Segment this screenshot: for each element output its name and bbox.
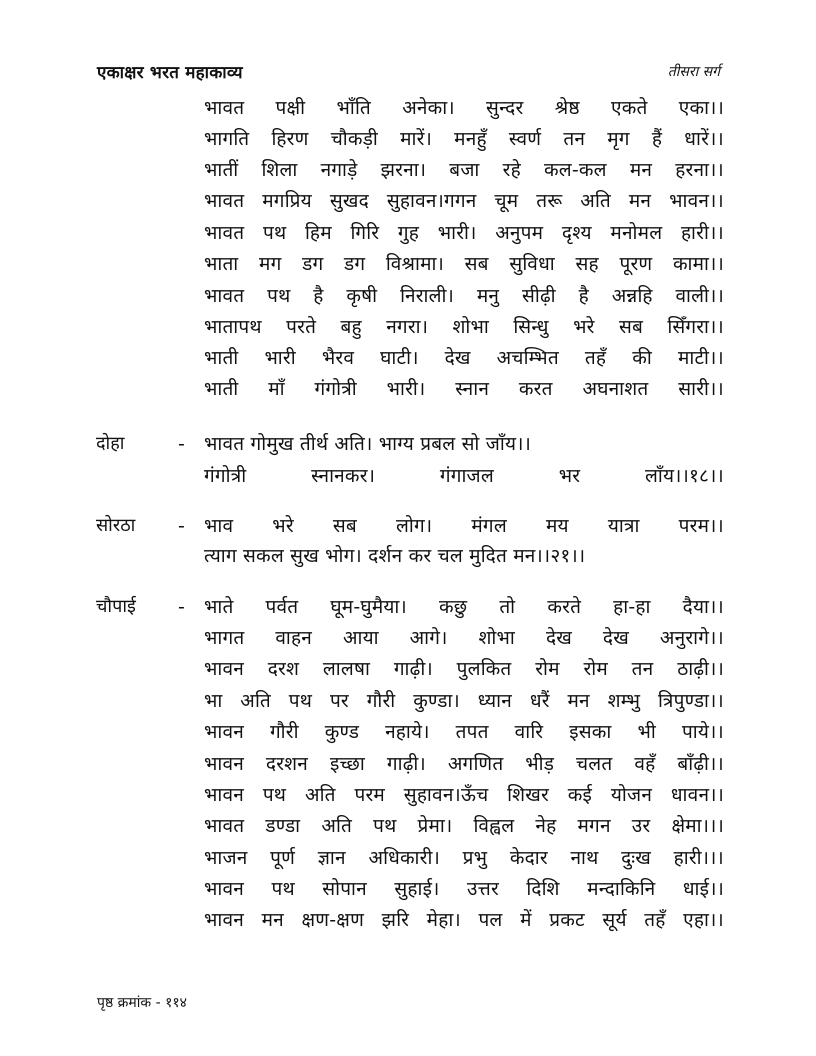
verse-word: पथ <box>271 878 295 900</box>
verse-word: पाये।। <box>681 721 724 743</box>
verse-line <box>204 843 724 873</box>
verse-word: दैया।। <box>682 596 724 618</box>
verse-line <box>204 249 724 279</box>
verse-word: मृग <box>607 128 630 150</box>
verse-word: पथ <box>267 285 291 307</box>
verse-word: भाँति <box>336 97 371 119</box>
verse-word: सिँगरा।। <box>667 316 724 338</box>
verse-word: तरू <box>536 190 563 212</box>
verse-word: विह्वल <box>473 815 515 837</box>
verse-word: नाथ <box>570 847 599 869</box>
verse-word: सुखद <box>329 190 369 212</box>
sortha-word: यात्रा <box>607 515 640 537</box>
verse-word: भावन <box>204 658 244 680</box>
verse-word: निराली। <box>400 285 455 307</box>
verse-word: भावन <box>204 753 244 775</box>
section-dash: - <box>178 433 185 455</box>
verse-word: नेह <box>535 815 557 837</box>
verse-line <box>204 811 724 841</box>
sortha-word: सब <box>332 515 357 537</box>
verse-word: कल-कल <box>543 159 607 181</box>
verse-word: भी <box>637 721 656 743</box>
verse-word: बाँढ़ी।। <box>677 753 724 775</box>
verse-word: अगणित <box>447 753 504 775</box>
doha-label: दोहा <box>96 433 125 454</box>
verse-word: धारें।। <box>684 128 724 150</box>
verse-word: पक्षी <box>275 97 306 119</box>
verse-word: कछु <box>439 596 468 618</box>
verse-word: भातापथ <box>204 316 262 338</box>
verse-word: ज्ञान <box>317 847 346 869</box>
verse-word: पूर्ण <box>270 847 296 869</box>
verse-word: ध्यान <box>477 690 513 712</box>
verse-word: त्रिपुण्डा।। <box>658 690 724 712</box>
verse-word: मन <box>629 159 653 181</box>
verse-word: करत <box>518 378 553 400</box>
verse-word: में <box>520 909 532 931</box>
verse-line <box>204 312 724 342</box>
verse-word: मगप्रिय <box>262 190 312 212</box>
verse-word: डग <box>344 253 366 275</box>
verse-word: सह <box>575 253 599 275</box>
doha-word: स्नानकर। <box>311 465 376 487</box>
verse-word: उर <box>631 815 651 837</box>
verse-line <box>204 717 724 747</box>
verse-word: मारें। <box>400 128 432 150</box>
verse-word: धाई।। <box>682 878 724 900</box>
verse-word: धरैं <box>529 690 550 712</box>
verse-word: मग <box>259 253 282 275</box>
verse-word: अन्नहि <box>611 285 653 307</box>
verse-word: इच्छा <box>329 753 365 775</box>
verse-word: सुहाई। <box>394 878 440 900</box>
verse-word: शिला <box>261 159 298 181</box>
verse-word: परम <box>354 784 385 806</box>
verse-word: पूरण <box>619 253 653 275</box>
sortha-word: मंगल <box>471 515 507 537</box>
verse-word: भारी। <box>437 222 477 244</box>
verse-word: माँ <box>268 378 285 400</box>
sortha-word: परम।। <box>678 515 724 537</box>
verse-word: बहु <box>340 316 362 338</box>
verse-word: गुह <box>397 222 420 244</box>
verse-word: पल <box>478 909 503 931</box>
verse-word: रोम <box>535 658 560 680</box>
verse-word: शिखर <box>507 784 549 806</box>
verse-word: अनुरागे।। <box>659 627 724 649</box>
verse-word: झरना। <box>380 159 427 181</box>
verse-word: मन <box>628 190 652 212</box>
verse-word: गाढ़ी। <box>393 658 433 680</box>
verse-word: वाली।। <box>675 285 724 307</box>
verse-word: स्वर्ण <box>508 128 542 150</box>
verse-word: गाढ़ी। <box>386 753 426 775</box>
verse-word: अति <box>240 690 271 712</box>
sortha-word: लोग। <box>396 515 433 537</box>
verse-word: उत्तर <box>467 878 499 900</box>
verse-word: कई <box>567 784 593 806</box>
sortha-line-1 <box>204 511 724 541</box>
verse-word: मनोमल <box>610 222 663 244</box>
verse-word: भारी <box>264 347 296 369</box>
verse-word: अनेका। <box>402 97 455 119</box>
verse-line <box>204 686 724 716</box>
verse-word: है <box>313 285 324 307</box>
verse-line <box>204 374 724 404</box>
verse-word: भावत <box>204 222 245 244</box>
verse-word: प्रकट <box>549 909 585 931</box>
verse-word: वारि <box>514 721 544 743</box>
verse-word: गौरी <box>269 721 299 743</box>
verse-word: तपत <box>455 721 489 743</box>
verse-word: शम्भु <box>607 690 641 712</box>
verse-word: हिरण <box>271 128 309 150</box>
book-title: एकाक्षर भरत महाकाव्य <box>97 63 243 83</box>
verse-word: हिम <box>305 222 332 244</box>
doha-line-1: भावत गोमुख तीर्थ अति। भाग्य प्रबल सो जाँय।। <box>204 433 532 455</box>
section-dash: - <box>178 515 185 537</box>
verse-word: इसका <box>569 721 612 743</box>
verse-word: आगे। <box>409 627 448 649</box>
verse-word: स्नान <box>455 378 490 400</box>
verse-word: गौरी <box>366 690 396 712</box>
verse-word: तहँ <box>584 347 607 369</box>
verse-word: भाती <box>204 378 239 400</box>
verse-word: घूम-घुमैया। <box>330 596 407 618</box>
verse-word: हारी।।। <box>673 847 724 869</box>
verse-word: दिशि <box>526 878 560 900</box>
verse-word: अनुपम <box>495 222 544 244</box>
verse-word: हा-हा <box>613 596 651 618</box>
verse-word: पथ <box>373 815 397 837</box>
verse-word: हरना।। <box>675 159 724 181</box>
verse-word: हैं <box>651 128 663 150</box>
verse-word: अति <box>580 190 611 212</box>
verse-word: केदार <box>509 847 548 869</box>
verse-word: नगरा। <box>386 316 429 338</box>
verse-word: धावन।। <box>670 784 724 806</box>
verse-word: भागति <box>204 128 250 150</box>
verse-word: भावन <box>204 721 244 743</box>
verse-word: ठाढ़ी।। <box>677 658 724 680</box>
verse-word: नहाये। <box>385 721 430 743</box>
verse-word: योजन <box>610 784 653 806</box>
sortha-label: सोरठा <box>96 515 136 536</box>
verse-word: सोपान <box>322 878 367 900</box>
verse-line <box>204 186 724 216</box>
verse-word: मन्दाकिनि <box>587 878 656 900</box>
doha-word: गंगाजल <box>439 465 494 487</box>
verse-line <box>204 654 724 684</box>
verse-word: रहे <box>502 159 521 181</box>
verse-word: पथ <box>262 784 287 806</box>
verse-word: सुविधा <box>509 253 555 275</box>
verse-word: की <box>632 347 652 369</box>
verse-word: डग <box>302 253 324 275</box>
doha-line-2 <box>204 461 724 491</box>
verse-word: भाते <box>204 596 234 618</box>
verse-word: है <box>578 285 589 307</box>
verse-word: चूम <box>494 190 519 212</box>
verse-word: अघनाशत <box>582 378 649 400</box>
verse-word: करते <box>547 596 582 618</box>
verse-word: प्रभु <box>462 847 488 869</box>
verse-word: भरे <box>573 316 595 338</box>
verse-word: पथ <box>288 690 313 712</box>
verse-line <box>204 155 724 185</box>
verse-word: वहँ <box>634 753 656 775</box>
verse-word: देख <box>602 627 629 649</box>
sortha-word: मय <box>545 515 569 537</box>
verse-word: कुण्डा। <box>413 690 460 712</box>
verse-word: भा <box>204 690 223 712</box>
verse-word: क्षेमा।।। <box>671 815 724 837</box>
verse-word: श्रेष्ठ <box>554 97 580 119</box>
verse-word: सब <box>618 316 644 338</box>
verse-word: बजा <box>449 159 480 181</box>
verse-word: नगाड़े <box>320 159 358 181</box>
verse-word: तन <box>563 128 586 150</box>
verse-line <box>204 218 724 248</box>
chaupai-label: चौपाई <box>96 596 136 617</box>
verse-line <box>204 93 724 123</box>
verse-word: सुहावन।ऊँच <box>403 784 489 806</box>
doha-word: भर <box>558 465 581 487</box>
verse-word: हारी।। <box>680 222 724 244</box>
verse-word: भावत <box>204 285 245 307</box>
verse-word: मनु <box>476 285 500 307</box>
verse-word: भावन।। <box>669 190 724 212</box>
verse-word: भागत <box>204 627 245 649</box>
verse-word: माटी।। <box>677 347 724 369</box>
verse-word: भाती <box>204 347 239 369</box>
verse-word: तन <box>631 658 654 680</box>
verse-word: देख <box>444 347 471 369</box>
verse-word: पुलकित <box>456 658 512 680</box>
verse-word: अति <box>304 784 336 806</box>
verse-word: भैरव <box>321 347 355 369</box>
verse-word: लालषा <box>322 658 371 680</box>
page-number: पृष्ठ क्रमांक - ११४ <box>97 995 187 1011</box>
verse-word: भावत <box>204 97 245 119</box>
verse-word: मगन <box>577 815 611 837</box>
verse-word: भावत <box>204 190 245 212</box>
verse-line <box>204 874 724 904</box>
verse-word: पर <box>329 690 349 712</box>
verse-line <box>204 749 724 779</box>
sortha-word: भाव <box>204 515 234 537</box>
verse-word: गिरि <box>350 222 380 244</box>
verse-word: दरश <box>267 658 300 680</box>
verse-word: मनहुँ <box>454 128 487 150</box>
verse-word: अधिकारी। <box>368 847 440 869</box>
verse-word: परते <box>286 316 317 338</box>
doha-word: गंगोत्री <box>204 465 247 487</box>
verse-word: चलत <box>576 753 613 775</box>
doha-word: लाँय।।१८।। <box>644 465 724 487</box>
verse-word: दृश्य <box>561 222 592 244</box>
verse-word: तो <box>499 596 516 618</box>
verse-word: मन <box>261 909 284 931</box>
verse-word: कामा।। <box>672 253 724 275</box>
verse-word: सब <box>464 253 489 275</box>
verse-word: भाता <box>204 253 239 275</box>
verse-line <box>204 124 724 154</box>
verse-word: अचम्भित <box>496 347 559 369</box>
verse-word: सुहावन।गगन <box>386 190 477 212</box>
canto-label: तीसरा सर्ग <box>667 64 720 80</box>
verse-word: भावन <box>204 909 244 931</box>
verse-word: सुन्दर <box>486 97 524 119</box>
verse-word: भावन <box>204 784 244 806</box>
verse-word: शोभा <box>478 627 516 649</box>
verse-word: एकते <box>610 97 648 119</box>
verse-word: भावत <box>204 815 245 837</box>
sortha-line-2: त्याग सकल सुख भोग। दर्शन कर चल मुदित मन।।२१।। <box>204 545 586 567</box>
verse-word: अति <box>321 815 352 837</box>
verse-word: डण्डा <box>265 815 301 837</box>
verse-line <box>204 905 724 935</box>
verse-word: रोम <box>583 658 608 680</box>
verse-word: क्षण-क्षण <box>301 909 365 931</box>
verse-word: भावन <box>204 878 244 900</box>
verse-word: तहँ <box>644 909 666 931</box>
verse-word: भीड़ <box>525 753 555 775</box>
verse-word: भारी। <box>386 378 426 400</box>
verse-word: दरशन <box>265 753 309 775</box>
verse-word: शोभा <box>452 316 490 338</box>
verse-word: झरि <box>381 909 410 931</box>
verse-word: देख <box>545 627 572 649</box>
sortha-word: भरे <box>272 515 294 537</box>
verse-line <box>204 281 724 311</box>
verse-word: पथ <box>262 222 287 244</box>
verse-line <box>204 343 724 373</box>
verse-word: वाहन <box>275 627 313 649</box>
verse-word: दुःख <box>621 847 651 869</box>
verse-line <box>204 780 724 810</box>
verse-word: भातीं <box>204 159 239 181</box>
verse-word: आया <box>342 627 379 649</box>
verse-word: घाटी। <box>380 347 419 369</box>
verse-word: सिन्धु <box>513 316 549 338</box>
verse-word: कुण्ड <box>324 721 360 743</box>
verse-word: कृषी <box>346 285 378 307</box>
verse-word: सूर्य <box>602 909 627 931</box>
verse-line <box>204 592 724 622</box>
verse-word: पर्वत <box>265 596 299 618</box>
verse-word: मन <box>567 690 590 712</box>
verse-line <box>204 623 724 653</box>
verse-word: सारी।। <box>678 378 724 400</box>
verse-word: भाजन <box>204 847 248 869</box>
verse-word: एहा।। <box>683 909 724 931</box>
verse-word: चौकड़ी <box>330 128 378 150</box>
section-dash: - <box>178 596 185 618</box>
verse-word: प्रेमा। <box>417 815 453 837</box>
verse-word: मेहा। <box>426 909 461 931</box>
verse-word: विश्रामा। <box>385 253 445 275</box>
verse-word: गंगोत्री <box>314 378 357 400</box>
verse-word: सीढ़ी <box>521 285 556 307</box>
verse-word: एका।। <box>678 97 724 119</box>
